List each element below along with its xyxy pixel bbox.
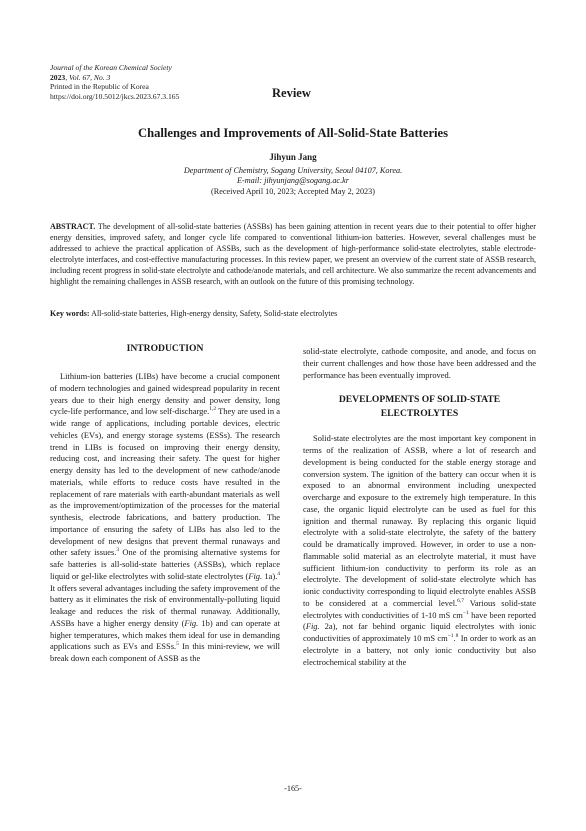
unit-exponent: −1 — [447, 633, 454, 640]
article-type: Review — [272, 86, 311, 100]
intro-text-5: It offers several advantages including the safety improvement of the battery as it eliminates the risk of environmentally-polluting liquid leakage and reduces the risk of thermal runaway. Additionally, ASSBs have a higher energy density ( — [50, 582, 280, 628]
affiliation: Department of Chemistry, Sogang University, Seoul 04107, Korea. — [183, 166, 403, 175]
dev-text-5: . — [453, 633, 456, 643]
ref-sup: 4 — [277, 570, 280, 577]
dev-text-2: Various solid-state electrolytes with conductivities of 1-10 mS cm — [303, 597, 536, 620]
email: E-mail: jihyunjang@sogang.ac.kr — [237, 176, 349, 186]
author-name: Jihyun Jang — [269, 152, 317, 162]
doi-link[interactable]: https://doi.org/10.5012/jkcs.2023.67.3.165 — [50, 91, 180, 101]
intro-paragraph — [50, 371, 280, 665]
intro-heading: INTRODUCTION — [126, 343, 204, 354]
developments-paragraph — [303, 433, 536, 668]
page-number: -165- — [284, 784, 302, 793]
dev-text-4: 2a), not far behind organic liquid electrolytes with ionic conductivities of approximately 10 mS cm — [303, 621, 536, 643]
ref-sup: 1,2 — [209, 406, 217, 413]
developments-heading: DEVELOPMENTS OF SOLID-STATE ELECTROLYTES — [338, 394, 501, 420]
journal-volume-issue: , Vol. 67, No. 3 — [65, 72, 111, 82]
intro-text-2: They are used in a wide range of applications, including portable devices, electric vehicles (EVs), and energy storage systems (ESSs). The research trend in LIBs is focused on improving their energy density, reducing cost, and increasing their safety. The quest for higher energy density has led to the development of new cathode/anode materials, while efforts to reduce costs have resulted in the replacement of rare materials with earth-abundant materials as well as the improvement/optimization of the processes for the material synthesis, electrode fabrications, and battery production. The importance of ensuring the safety of LIBs has also led to the development of new designs that prevent thermal runaways and other safety issues. — [50, 406, 280, 558]
left-column — [50, 342, 280, 665]
journal-header — [50, 63, 179, 101]
journal-volume — [50, 73, 179, 83]
journal-name: Journal of the Korean Chemical Society — [50, 63, 172, 72]
abstract-label: ABSTRACT. — [50, 222, 96, 231]
abstract — [50, 222, 536, 287]
paper-title: Challenges and Improvements of All-Solid-State Batteries — [137, 126, 449, 140]
fig-ref: Fig. — [248, 570, 263, 581]
keywords — [50, 309, 536, 320]
unit-exponent: −1 — [462, 609, 469, 616]
ref-sup: 3 — [116, 547, 120, 554]
keywords-text: All-solid-state batteries, High-energy density, Safety, Solid-state electrolytes — [89, 309, 338, 318]
dev-text-3: have been reported ( — [303, 609, 536, 632]
intro-text-1: Lithium-ion batteries (LIBs) have become a crucial component of modern technologies and gained widespread popularity in recent years due to their high energy density and power density, long cycle-life performance, and low self-discharge. — [50, 371, 280, 417]
ref-sup: 8 — [455, 633, 459, 640]
intro-text-6: 1b) and can operate at higher temperatures, which makes them ideal for use in demanding applications such as EVs and ESSs. — [50, 617, 280, 652]
continued-paragraph: solid-state electrolyte, cathode composite, and anode, and focus on their current challenges and how those have been addressed and the performance has been eventually improved. — [303, 346, 536, 380]
journal-year: 2023 — [50, 72, 66, 82]
received-dates: (Received April 10, 2023; Accepted May 2, 2023) — [211, 187, 375, 196]
intro-text-4: 1a). — [262, 570, 278, 581]
dev-text-6: In order to work as an electrolyte in a battery, not only ionic conductivity but also electrochemical stability at the — [303, 633, 536, 667]
intro-text-3: One of the promising alternative systems for safe batteries is all-solid-state batteries (ASSBs), which replace liquid or gel-like electrolytes with solid-state electrolytes ( — [50, 547, 280, 581]
keywords-label: Key words: — [50, 309, 90, 318]
fig-ref: Fig. — [305, 621, 320, 632]
affiliation-block — [0, 166, 586, 187]
abstract-text: The development of all-solid-state batteries (ASSBs) has been gaining attention in recent years due to their potential to offer higher energy densities, improved safety, and longer cycle life compared to conventional lithium-ion batteries. However, several challenges must be addressed to achieve the practical application of ASSBs, such as the development of high-performance solid-state electrolytes, stable electrode-electrolyte interfaces, and cost-effective manufacturing processes. In this review paper, we present an overview of the current state of ASSB research, including recent progress in solid-state electrolyte and cathode/anode materials, and cell architecture. We also summarize the recent advancements and highlight the remaining challenges in ASSB research, with an outlook on the future of this promising technology. — [50, 222, 536, 286]
ref-sup: 6,7 — [457, 597, 465, 604]
right-column — [303, 346, 536, 668]
dev-text-1: Solid-state electrolytes are the most important key component in terms of the realization of ASSB, where a lot of research and development is being conducted for the stable energy storage and conversion system. The ignition of the battery can occur when it is exposed to an abnormal environment including unexpected overcharge and exposure to the extremely high temperature. In this case, the organic liquid electrolyte can be used as fuel for this ignition and thermal runaway. By replacing this organic liquid electrolyte with a solid-state electrolyte, the safety of the battery could be dramatically improved. However, in order to use a non-flammable solid material as an electrolyte material, it must have sufficient lithium-ion conductivity to perform its role as an electrolyte. The development of solid-state electrolyte which has ionic conductivity corresponding to liquid electrolyte enables ASSB to be considered at a commercial level. — [303, 433, 536, 608]
intro-text-7: In this mini-review, we will break down each component of ASSB as the — [50, 641, 280, 663]
ref-sup: 5 — [176, 641, 179, 648]
fig-ref: Fig. — [184, 617, 199, 628]
printed-note: Printed in the Republic of Korea — [50, 82, 149, 92]
